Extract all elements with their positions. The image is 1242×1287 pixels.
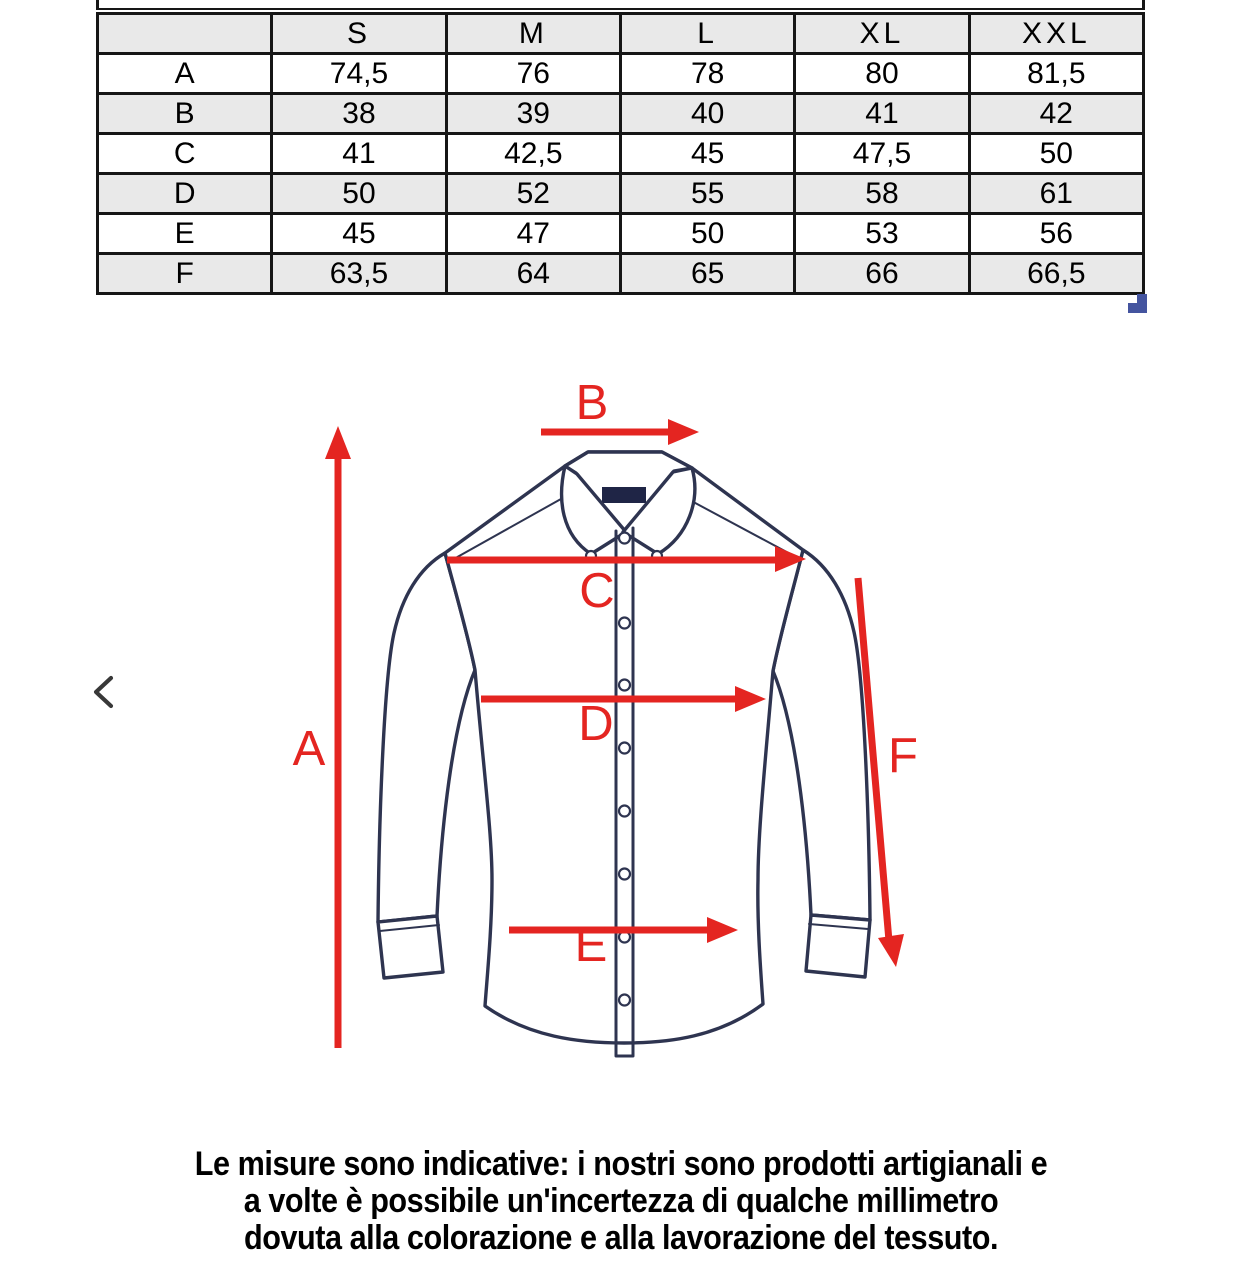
size-value-cell: 47 — [446, 214, 620, 254]
measure-label-e: E — [574, 918, 608, 972]
corner-header-cell — [98, 14, 272, 54]
shirt-outline — [378, 452, 870, 1056]
size-value-cell: 45 — [272, 214, 446, 254]
measure-label-c: C — [579, 564, 615, 618]
size-col-header: XXL — [969, 14, 1143, 54]
measure-label-f: F — [888, 729, 918, 783]
row-label: C — [98, 134, 272, 174]
size-col-header: L — [620, 14, 794, 54]
measure-arrow-b — [541, 419, 699, 445]
row-label: B — [98, 94, 272, 134]
table-row — [98, 174, 1144, 214]
disclaimer-line-2: a volte è possibile un'incertezza di qualche millimetro — [243, 1182, 999, 1220]
size-value-cell: 42 — [969, 94, 1143, 134]
size-value-cell: 40 — [620, 94, 794, 134]
size-value-cell: 47,5 — [795, 134, 969, 174]
size-value-cell: 66 — [795, 254, 969, 294]
size-table-head-row — [98, 14, 1144, 54]
size-value-cell: 65 — [620, 254, 794, 294]
size-value-cell: 41 — [272, 134, 446, 174]
table-clipped-row-top — [96, 0, 1145, 10]
size-value-cell: 42,5 — [446, 134, 620, 174]
row-label: A — [98, 54, 272, 94]
disclaimer-text — [0, 1146, 1242, 1257]
size-value-cell: 53 — [795, 214, 969, 254]
size-value-cell: 58 — [795, 174, 969, 214]
size-value-cell: 61 — [969, 174, 1143, 214]
measure-arrow-a — [325, 426, 351, 1048]
size-value-cell: 80 — [795, 54, 969, 94]
size-col-header: XL — [795, 14, 969, 54]
measure-label-b: B — [575, 380, 609, 430]
size-value-cell: 39 — [446, 94, 620, 134]
row-label: D — [98, 174, 272, 214]
size-value-cell: 52 — [446, 174, 620, 214]
table-row — [98, 254, 1144, 294]
resize-handle-icon[interactable] — [1126, 292, 1150, 316]
size-value-cell: 63,5 — [272, 254, 446, 294]
size-value-cell: 64 — [446, 254, 620, 294]
disclaimer-line-3: dovuta alla colorazione e alla lavorazione del tessuto. — [243, 1219, 999, 1257]
size-table-body — [98, 54, 1144, 294]
size-value-cell: 45 — [620, 134, 794, 174]
disclaimer-line-1: Le misure sono indicative: i nostri sono prodotti artigianali e — [194, 1145, 1048, 1183]
measure-label-a: A — [292, 722, 326, 776]
table-row — [98, 94, 1144, 134]
size-value-cell: 56 — [969, 214, 1143, 254]
table-row — [98, 54, 1144, 94]
shirt-measurement-diagram — [0, 380, 1242, 1080]
size-value-cell: 55 — [620, 174, 794, 214]
size-col-header: S — [272, 14, 446, 54]
row-label: E — [98, 214, 272, 254]
row-label: F — [98, 254, 272, 294]
measure-label-d: D — [578, 697, 614, 751]
size-table — [96, 12, 1145, 295]
size-value-cell: 78 — [620, 54, 794, 94]
size-value-cell: 50 — [620, 214, 794, 254]
size-value-cell: 50 — [969, 134, 1143, 174]
size-value-cell: 81,5 — [969, 54, 1143, 94]
table-row — [98, 214, 1144, 254]
table-row — [98, 134, 1144, 174]
size-value-cell: 50 — [272, 174, 446, 214]
size-value-cell: 38 — [272, 94, 446, 134]
size-value-cell: 66,5 — [969, 254, 1143, 294]
size-value-cell: 74,5 — [272, 54, 446, 94]
size-col-header: M — [446, 14, 620, 54]
shirt-collar-label — [602, 487, 646, 503]
size-value-cell: 41 — [795, 94, 969, 134]
size-value-cell: 76 — [446, 54, 620, 94]
